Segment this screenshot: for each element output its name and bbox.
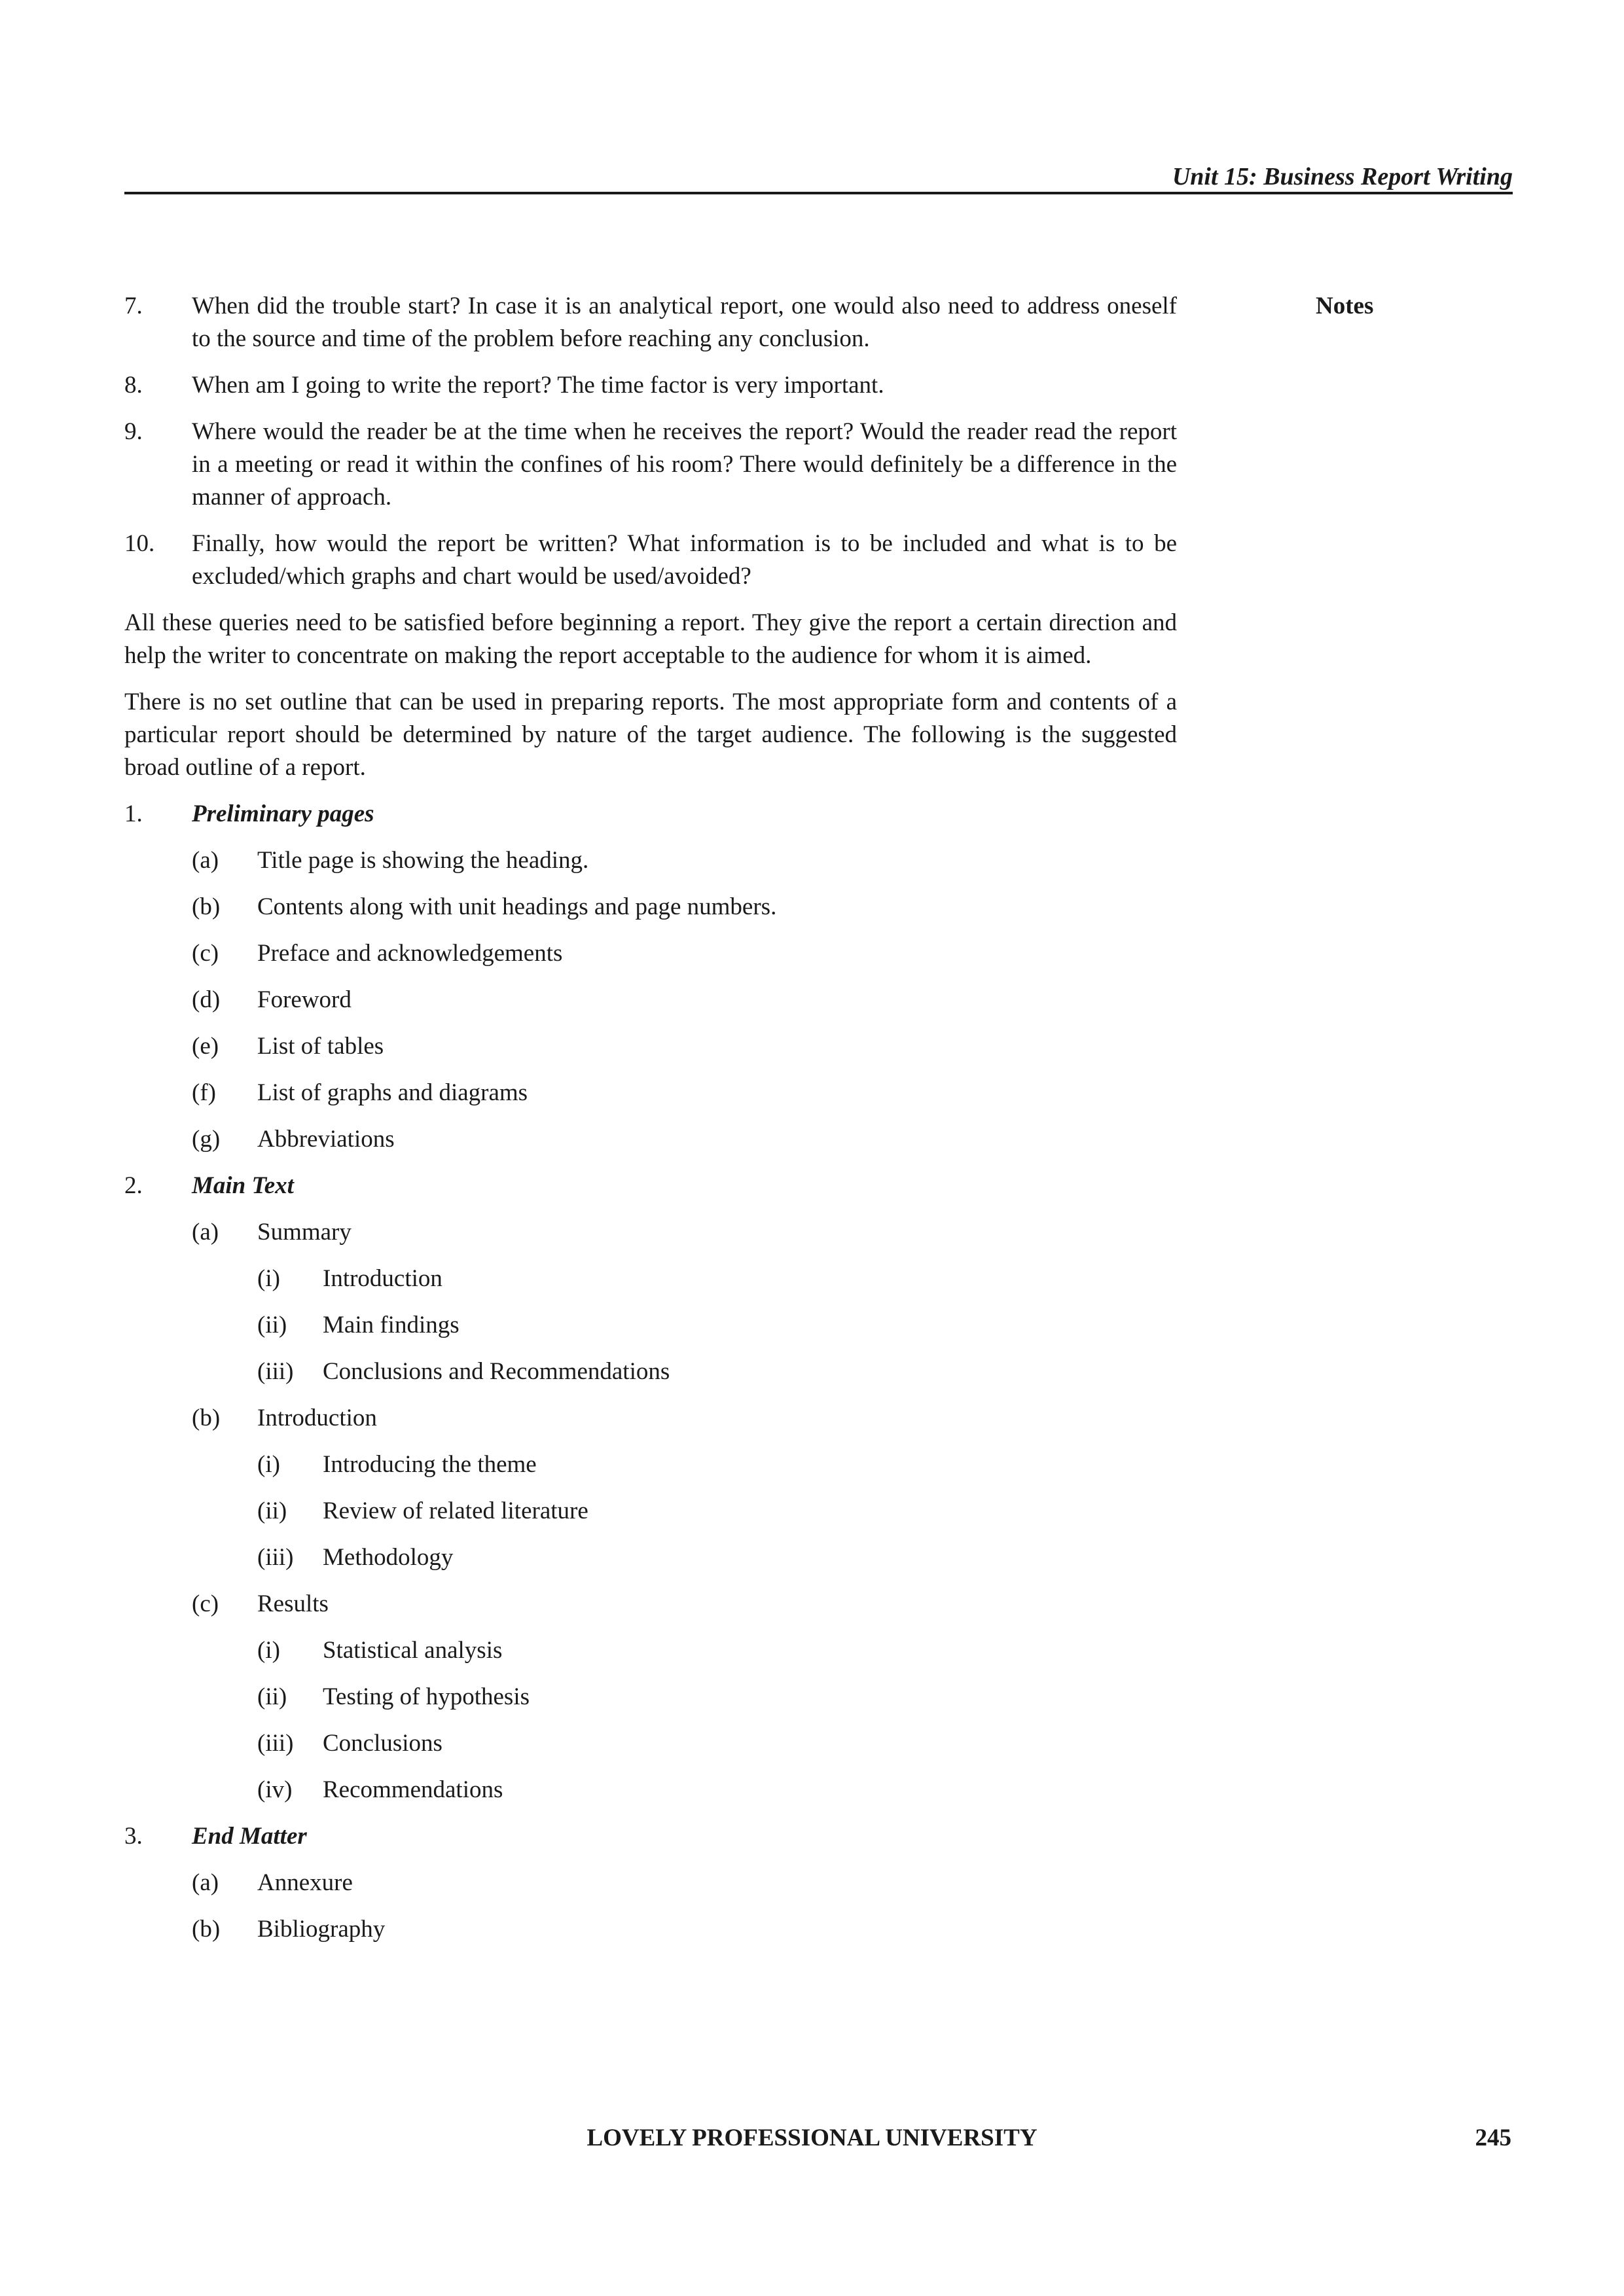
question-text: When am I going to write the report? The time factor is very important. xyxy=(192,372,884,399)
footer-university-name: LOVELY PROFESSIONAL UNIVERSITY xyxy=(586,2125,1038,2151)
question-text: Where would the reader be at the time when he receives the report? Would the reader read the report in a meeting or read it within the confines of his room? There would definitely be a difference in the manner of approach. xyxy=(192,418,1177,511)
question-item-9 xyxy=(124,416,1177,514)
subitem-marker: (ii) xyxy=(257,1312,287,1338)
item-marker: (e) xyxy=(192,1033,219,1060)
outline-subitem xyxy=(124,1495,1177,1528)
item-marker: (f) xyxy=(192,1079,216,1106)
section-number: 2. xyxy=(124,1172,143,1199)
paragraph-outline-intro: There is no set outline that can be used in preparing reports. The most appropriate form and contents of a particular report should be determined by nature of the target audience. The following is the suggested broad outline of a report. xyxy=(124,689,1177,781)
report-outline xyxy=(124,798,1177,1946)
running-header-title: Unit 15: Business Report Writing xyxy=(1172,163,1513,190)
item-marker: (a) xyxy=(192,1219,219,1246)
header-rule xyxy=(124,192,1513,194)
section-number: 1. xyxy=(124,800,143,827)
item-text: Introduction xyxy=(257,1405,377,1431)
outline-item xyxy=(124,1030,1177,1063)
outline-item xyxy=(124,1913,1177,1946)
section-number: 3. xyxy=(124,1823,143,1850)
section-title: End Matter xyxy=(192,1823,307,1850)
subitem-marker: (i) xyxy=(257,1451,280,1478)
question-number: 8. xyxy=(124,372,143,399)
item-marker: (c) xyxy=(192,1590,219,1617)
outline-item xyxy=(124,1402,1177,1435)
item-marker: (c) xyxy=(192,940,219,967)
paragraph-queries: All these queries need to be satisfied before beginning a report. They give the report a certain direction and help the writer to concentrate on making the report acceptable to the audience for whom it is aimed. xyxy=(124,609,1177,669)
outline-subitem xyxy=(124,1448,1177,1481)
subitem-marker: (ii) xyxy=(257,1498,287,1524)
outline-section-preliminary xyxy=(124,798,1177,831)
subitem-text: Recommendations xyxy=(323,1776,503,1803)
item-text: Foreword xyxy=(257,986,352,1013)
item-text: Bibliography xyxy=(257,1916,386,1943)
subitem-text: Review of related literature xyxy=(323,1498,588,1524)
item-marker: (a) xyxy=(192,1869,219,1896)
question-number: 9. xyxy=(124,418,143,445)
question-number: 7. xyxy=(124,293,143,319)
subitem-marker: (i) xyxy=(257,1265,280,1292)
item-marker: (g) xyxy=(192,1126,221,1153)
outline-item xyxy=(124,1588,1177,1621)
section-title: Preliminary pages xyxy=(192,800,374,827)
question-item-7 xyxy=(124,290,1177,355)
subitem-text: Conclusions and Recommendations xyxy=(323,1358,670,1385)
outline-item xyxy=(124,844,1177,877)
question-text: When did the trouble start? In case it is an analytical report, one would also need to address oneself to the source and time of the problem before reaching any conclusion. xyxy=(192,293,1177,352)
outline-subitem xyxy=(124,1309,1177,1342)
item-marker: (b) xyxy=(192,1405,221,1431)
subitem-text: Methodology xyxy=(323,1544,454,1571)
question-item-10 xyxy=(124,528,1177,593)
question-text: Finally, how would the report be written? What information is to be included and what is to be excluded/which graphs and chart would be used/avoided? xyxy=(192,530,1177,590)
item-text: Contents along with unit headings and page numbers. xyxy=(257,893,777,920)
subitem-marker: (iii) xyxy=(257,1730,294,1757)
subitem-text: Statistical analysis xyxy=(323,1637,503,1664)
item-text: Results xyxy=(257,1590,329,1617)
subitem-text: Conclusions xyxy=(323,1730,442,1757)
item-marker: (b) xyxy=(192,893,221,920)
item-marker: (a) xyxy=(192,847,219,874)
outline-subitem xyxy=(124,1634,1177,1667)
outline-item xyxy=(124,1216,1177,1249)
notes-margin-label: Notes xyxy=(1316,293,1374,319)
item-marker: (d) xyxy=(192,986,221,1013)
item-text: Abbreviations xyxy=(257,1126,395,1153)
subitem-marker: (iv) xyxy=(257,1776,293,1803)
outline-item xyxy=(124,937,1177,970)
item-text: Preface and acknowledgements xyxy=(257,940,563,967)
outline-item xyxy=(124,984,1177,1016)
subitem-marker: (iii) xyxy=(257,1358,294,1385)
outline-item xyxy=(124,1077,1177,1109)
subitem-text: Introducing the theme xyxy=(323,1451,537,1478)
question-number: 10. xyxy=(124,530,155,557)
item-text: Summary xyxy=(257,1219,352,1246)
item-text: Title page is showing the heading. xyxy=(257,847,589,874)
page-number: 245 xyxy=(1475,2125,1511,2151)
outline-item xyxy=(124,1867,1177,1899)
section-title: Main Text xyxy=(192,1172,294,1199)
outline-subitem xyxy=(124,1727,1177,1760)
item-marker: (b) xyxy=(192,1916,221,1943)
outline-subitem xyxy=(124,1355,1177,1388)
subitem-text: Testing of hypothesis xyxy=(323,1683,530,1710)
outline-subitem xyxy=(124,1681,1177,1713)
item-text: List of graphs and diagrams xyxy=(257,1079,528,1106)
outline-subitem xyxy=(124,1774,1177,1806)
subitem-marker: (ii) xyxy=(257,1683,287,1710)
subitem-marker: (iii) xyxy=(257,1544,294,1571)
outline-subitem xyxy=(124,1541,1177,1574)
outline-item xyxy=(124,891,1177,924)
outline-item xyxy=(124,1123,1177,1156)
outline-subitem xyxy=(124,1263,1177,1295)
outline-section-end-matter xyxy=(124,1820,1177,1853)
main-content xyxy=(124,290,1177,1960)
subitem-text: Main findings xyxy=(323,1312,460,1338)
subitem-text: Introduction xyxy=(323,1265,442,1292)
item-text: List of tables xyxy=(257,1033,384,1060)
subitem-marker: (i) xyxy=(257,1637,280,1664)
outline-section-main-text xyxy=(124,1170,1177,1202)
item-text: Annexure xyxy=(257,1869,353,1896)
question-item-8 xyxy=(124,369,1177,402)
